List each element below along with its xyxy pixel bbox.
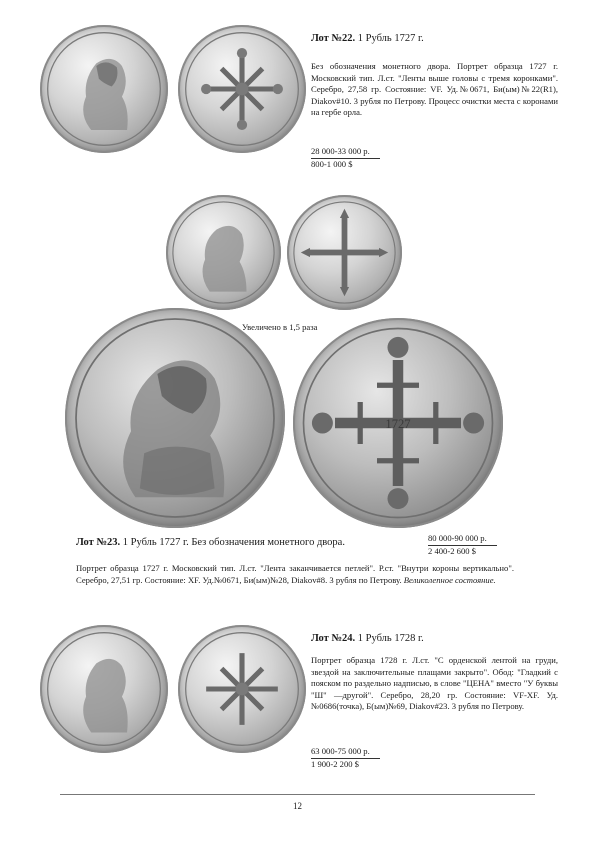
- lot23-reverse-coin-large: [293, 318, 503, 528]
- lot22-price: [311, 146, 380, 171]
- lot22-title: 1 Рубль 1727 г.: [357, 33, 424, 44]
- portrait-obverse-icon: [65, 308, 285, 528]
- lot24-price-usd: 1 900-2 200 $: [311, 758, 359, 769]
- lot22-obverse-coin: [40, 25, 168, 153]
- lot23-title: 1 Рубль 1727 г. Без обозначения монетного двора.: [122, 537, 345, 548]
- lot23-price: [428, 533, 497, 558]
- portrait-obverse-icon: [40, 625, 168, 753]
- lot22-heading: [311, 33, 561, 44]
- lot24-price: [311, 746, 380, 771]
- lot24-title: 1 Рубль 1728 г.: [357, 633, 424, 644]
- lot22-number: Лот №22.: [311, 33, 356, 44]
- page-number: 12: [293, 801, 302, 811]
- footer-rule: [60, 794, 535, 795]
- lot23-condition-note: Великолепное состояние.: [403, 574, 496, 585]
- lot24-price-rub: 63 000-75 000 р.: [311, 746, 380, 759]
- lot23-description-block: [76, 563, 514, 586]
- portrait-obverse-icon: [40, 25, 168, 153]
- portrait-obverse-icon: [166, 195, 281, 310]
- lot24-description: Портрет образца 1728 г. Л.ст. "С орденской лентой на груди, звездой на заключительные плащами закрыто". Обод: "Гладкий с пояском по раздельно надписью, в слове "ЦЕНА" вместо "У буквы "Ш" —другой". Серебро, 28,20 гр. Состояние: VF-XF. Уд.№0686(точка), Б(ым)№69, Diakov#23. 3 рубля по Петрову.: [311, 655, 558, 712]
- coin-date: 1727: [385, 417, 411, 432]
- lot22-price-rub: 28 000-33 000 р.: [311, 146, 380, 159]
- lot24-heading: [311, 633, 561, 644]
- lot23-heading: [76, 537, 376, 548]
- lot23-obverse-coin-large: [65, 308, 285, 528]
- lot23-price-rub: 80 000-90 000 р.: [428, 533, 497, 546]
- lot24-number: Лот №24.: [311, 633, 356, 644]
- cross-monogram-reverse-icon: [287, 195, 402, 310]
- lot23-number: Лот №23.: [76, 537, 121, 548]
- cross-monogram-reverse-icon: [178, 625, 306, 753]
- lot23-reverse-coin-small: [287, 195, 402, 310]
- lot22-reverse-coin: [178, 25, 306, 153]
- lot22-description: Без обозначения монетного двора. Портрет образца 1727 г. Московский тип. Л.ст. "Ленты выше головы с тремя коронками". Серебро, 27,58 гр. Состояние: VF. Уд.№0671, Би(ым)№22(R1), Diakov#10. 3 рубля по Петрову. Процесс очистки места с коронами на гербе орла.: [311, 61, 558, 118]
- lot22-price-usd: 800-1 000 $: [311, 158, 353, 169]
- lot23-price-usd: 2 400-2 600 $: [428, 545, 476, 556]
- lot23-enlargement-caption: Увеличено в 1,5 раза: [242, 322, 318, 332]
- lot24-reverse-coin: [178, 625, 306, 753]
- lot24-obverse-coin: [40, 625, 168, 753]
- lot23-description: Портрет образца 1727 г. Московский тип. Л.ст. "Лента заканчивается петлей". Р.ст. "Внутри короны вертикально". Серебро, 27,51 гр. Состояние: XF. Уд.№0671, Би(ым)№28, Diakov#8. 3 рубля по Петрову.: [76, 563, 514, 585]
- lot23-obverse-coin-small: [166, 195, 281, 310]
- cross-monogram-reverse-icon: [178, 25, 306, 153]
- cross-monogram-reverse-icon: [293, 318, 503, 528]
